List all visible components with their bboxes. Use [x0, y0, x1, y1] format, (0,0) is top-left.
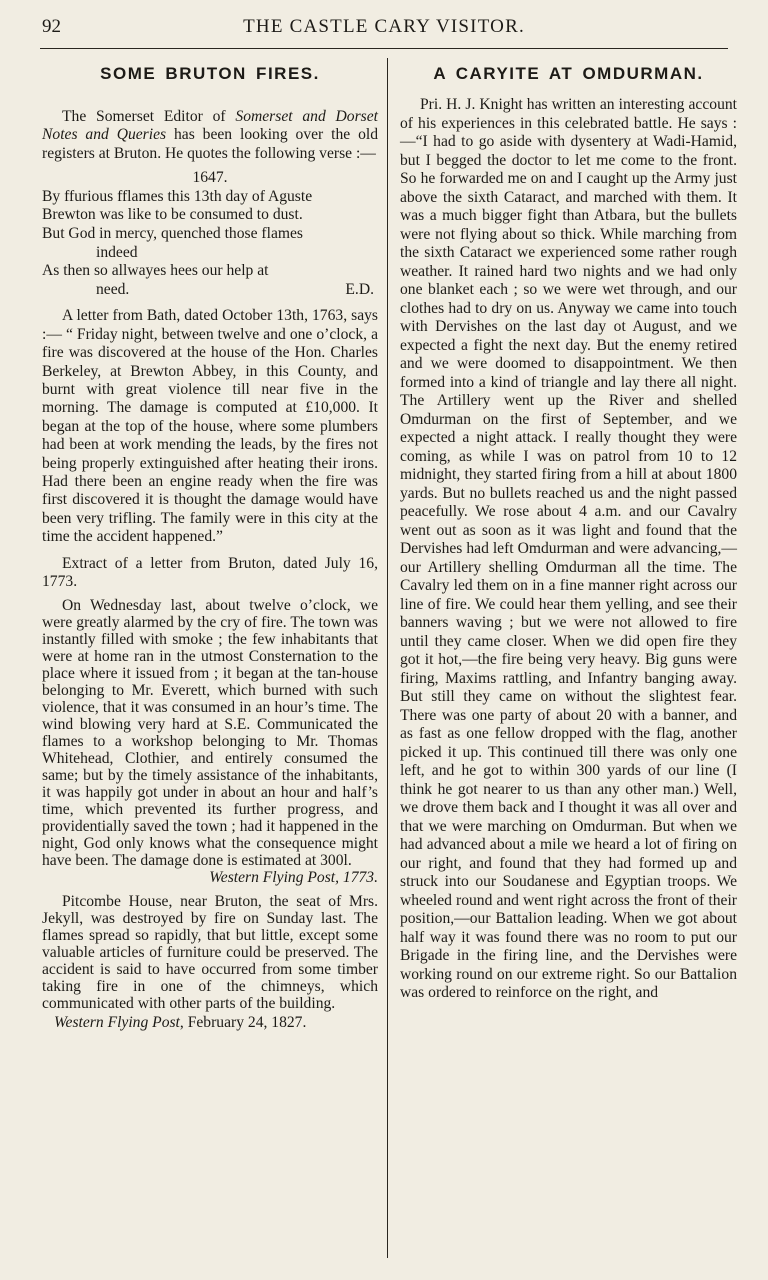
- right-column: [400, 60, 737, 1009]
- verse-signature-line: [42, 281, 378, 300]
- verse-line-3a: But God in mercy, quenched those flames: [42, 225, 303, 242]
- running-head: [40, 14, 728, 49]
- intro-text: The Somerset Editor of: [62, 108, 236, 125]
- intro-text-end: has been looking over the old registers at Bruton. He quotes the following verse :—: [42, 126, 379, 162]
- verse-initials: E.D.: [345, 280, 374, 298]
- pitcombe-paragraph: Pitcombe House, near Bruton, the seat of Mrs. Jekyll, was destroyed by fire on Sunday last. The flames spread so rapidly, that but little, except some valuable articles of furniture could be preserved. The accident is said to have occurred from some timber taking fire in one of the chimneys, which communicated with other parts of the building.: [42, 893, 378, 1013]
- verse-year: 1647.: [192, 169, 228, 187]
- bath-letter-paragraph: A letter from Bath, dated October 13th, 1763, says :— “ Friday night, between twelve and one o’clock, a fire was discovered at the house of the Hon. Charles Berkeley, at Brewton Abbey, in this County, and burnt with great violence till near five in the morning. The damage is computed at £10,000. It began at the top of the house, where some plumbers had been at work mending the leads, by the fires not being properly extinguished after heating their irons. Had there been an engine ready when the fire was first discovered it is thought the damage would have been very trifling. The family were in this city at the time the accident happened.”: [42, 307, 378, 546]
- verse-line-2: Brewton was like to be consumed to dust.: [42, 206, 303, 224]
- source-1827: [42, 1014, 378, 1032]
- page-number: 92: [42, 16, 61, 37]
- omdurman-body: Pri. H. J. Knight has written an interesting account of his experiences in this celebrated battle. He says :—“I had to go aside with dysentery at Wadi-Hamid, but I begged the doctor to let me come to the front. So he forwarded me on and I caught up the Army just above the sixth Cataract, and marched with them. It was a much bigger fight than Atbara, but the bullets were not flying about so thick. While marching from the sixth Cataract we experienced some rather rough weather. It rained hard two nights and we had only one blanket each ; so we were wet through, and our clothes had to dry on us. Anyway we came into touch with Dervishes on the last day ot August, and we expected a fight the next day. But the enemy retired and we were doomed to disappointment. We then formed into a kind of triangle and lay there all night. The Artillery went up the River and shelled Omdurman on the first of September, and we expected a night attack. I really thought they were coming, as while I was on patrol from 10 to 12 midnight, they started firing from a hill at about 1800 yards. But no bullets reached us and the night passed peacefully. We rose about 4 a.m. and our Cavalry went out as soon as it was light and found that the Dervishes had left Omdurman and were advancing,—our Artillery shelling Omdurman all the time. The Cavalry led them on in a fine manner right across our line of fire. We could hear them yelling, and see their banners waving ; but we were not allowed to fire until they came closer. When we did open fire they got it hot,—the fire being very heavy. Big guns were firing, Maxims rattling, and Infantry banging away. But still they came on without the slightest fear. There was one party of about 20 with a banner, and as fast as one fellow dropped with the flag, another picked it up. This continued till there was only one left, and he got to within 300 yards of our line (I think he got nearer to us than any other man.) Well, we drove them back and I thought it was all over and that we were marching on Omdurman. But when we had advanced about a mile we heard a lot of firing on our right, and found that they had formed up and struck into our Soudanese and Egyptian troops. We wheeled round and went right across the front of their position,—our Battalion leading. When we got about half way it was found there was no room to put our Brigade in the firing line, and the Dervishes were working round on our extreme right. So our Battalion was ordered to reinforce on the right, and: [400, 96, 737, 1001]
- source-1773: Western Flying Post, 1773.: [209, 869, 378, 887]
- column-divider: [387, 58, 388, 1258]
- source-1827-paper: Western Flying Post: [54, 1014, 180, 1032]
- verse-line-4: As then so allwayes hees our help at: [42, 262, 269, 280]
- wednesday-paragraph: On Wednesday last, about twelve o’clock, we were greatly alarmed by the cry of fire. The town was instantly filled with smoke ; the few inhabitants that were at home ran in the utmost Consternation to the place where it issued from ; it began at the tan-house belonging to Mr. Everett, which burned with such violence, that it was consumed in an hour’s time. The wind blowing very hard at S.E. Communicated the flames to a workshop belonging to Mr. Thomas Whitehead, Clothier, and entirely consumed the same; but by the timely assistance of the inhabitants, it was happily got under in about an hour and half’s time, which prevented its further progress, and providentially saved the town ; had it happened in the night, God only knows what the consequence might have been. The damage done is estimated at 300l.: [42, 597, 378, 870]
- left-headline: SOME BRUTON FIRES.: [100, 64, 320, 83]
- right-headline: A CARYITE AT OMDURMAN.: [433, 64, 704, 83]
- source-1827-date: , February 24, 1827.: [179, 1014, 307, 1032]
- journal-title: THE CASTLE CARY VISITOR.: [243, 16, 525, 37]
- verse-line-4b: need.: [96, 280, 130, 298]
- intro-paragraph: [42, 108, 378, 163]
- extract-intro: Extract of a letter from Bruton, dated July 16, 1773.: [42, 554, 378, 591]
- left-column: [42, 60, 378, 1032]
- verse-line-1: By ffurious fflames this 13th day of Aguste: [42, 187, 313, 205]
- verse: [42, 169, 378, 299]
- verse-line-3b: indeed: [96, 243, 138, 261]
- publication-title: Somerset and Dorset Notes and Queries: [42, 108, 378, 144]
- verse-line-3: [42, 225, 378, 262]
